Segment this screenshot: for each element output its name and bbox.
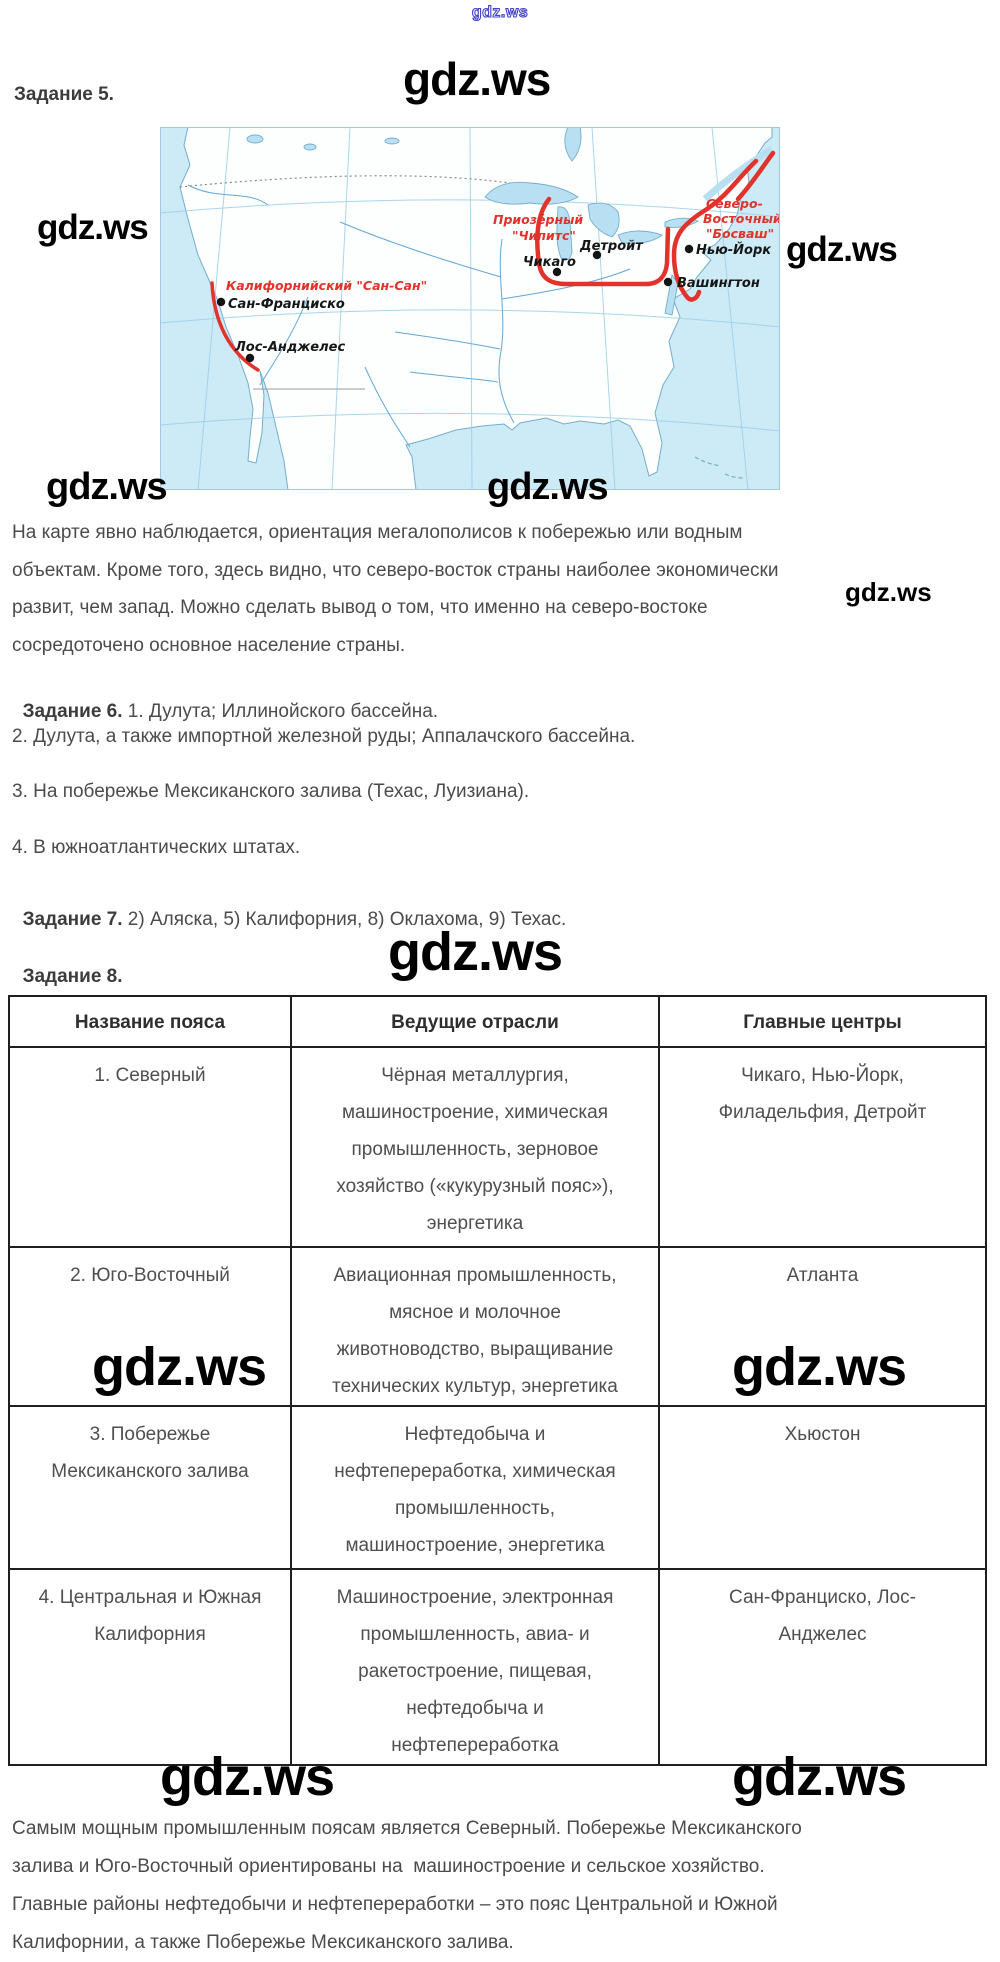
text-line: Главные районы нефтедобычи и нефтепереработки – это пояс Центральной и Южной <box>12 1894 778 1915</box>
watermark: gdz.ws <box>732 1337 907 1397</box>
dot-los-angeles <box>246 354 254 362</box>
text-line: животноводство, выращивание <box>336 1339 614 1360</box>
watermark: gdz.ws <box>160 1747 335 1807</box>
table-header-row <box>10 997 985 1048</box>
conclusion-paragraph <box>12 1810 802 1962</box>
text-line: 2. Юго-Восточный <box>70 1265 230 1286</box>
text-line: 4. Центральная и Южная <box>38 1587 262 1608</box>
text-line: развит, чем запад. Можно сделать вывод о том, что именно на северо-востоке <box>12 597 708 618</box>
site-logo: gdz.ws <box>471 4 529 21</box>
watermark: gdz.ws <box>732 1747 907 1807</box>
task6-line <box>12 679 438 723</box>
task7-label: Задание 7. <box>22 909 123 930</box>
watermark: gdz.ws <box>388 922 563 982</box>
industries-cell <box>292 1248 660 1405</box>
industries-cell <box>292 1570 660 1764</box>
city-label-washington: Вашингтон <box>677 276 760 291</box>
text-line: Мексиканского залива <box>51 1461 249 1482</box>
table-header-industries: Ведущие отрасли <box>292 997 660 1046</box>
city-label-san-francisco: Сан-Франциско <box>228 297 345 312</box>
table-row <box>10 1570 985 1764</box>
text-line: нефтедобыча и <box>406 1698 544 1719</box>
text-line: Филадельфия, Детройт <box>718 1102 927 1123</box>
text-line: сосредоточено основное население страны. <box>12 634 406 656</box>
text-line: машиностроение, химическая <box>341 1102 609 1123</box>
belt-cell <box>10 1407 292 1568</box>
text-line: Хьюстон <box>784 1424 861 1445</box>
text-line: промышленность, зерновое <box>351 1139 599 1160</box>
text-line: Калифорния <box>94 1624 206 1645</box>
region-label-northeast-3: "Босваш" <box>706 226 775 241</box>
text-line: Чёрная металлургия, <box>381 1065 569 1086</box>
watermark: gdz.ws <box>487 466 608 508</box>
belt-cell <box>10 1048 292 1246</box>
text-line: 3. Побережье <box>89 1424 211 1445</box>
text-line: энергетика <box>426 1213 524 1234</box>
task6-label: Задание 6. <box>22 701 123 722</box>
text-line: ракетостроение, пищевая, <box>358 1661 592 1682</box>
centers-cell <box>660 1048 985 1246</box>
region-label-northeast-2: Восточный <box>703 211 780 226</box>
text-line: Сан-Франциско, Лос- <box>729 1587 916 1608</box>
text-line: залива и Юго-Восточный ориентированы на машиностроение и сельское хозяйство. <box>12 1856 765 1877</box>
text-line: хозяйство («кукурузный пояс»), <box>336 1176 614 1197</box>
text-line: нефтепереработка <box>391 1735 559 1756</box>
text-line: Машиностроение, электронная <box>336 1587 614 1608</box>
text-line: Нефтедобыча и <box>404 1424 546 1445</box>
task6-item: 2. Дулута, а также импортной железной руды; Аппалачского бассейна. <box>12 726 636 747</box>
task5-label: Задание 5. <box>14 84 114 105</box>
task6-item: 3. На побережье Мексиканского залива (Техас, Луизиана). <box>12 781 530 802</box>
dot-san-francisco <box>217 298 225 306</box>
text-line: мясное и молочное <box>389 1302 561 1323</box>
city-label-chicago: Чикаго <box>523 255 576 270</box>
watermark: gdz.ws <box>37 208 148 247</box>
text-line: объектам. Кроме того, здесь видно, что северо-восток страны наиболее экономически <box>12 559 779 581</box>
watermark: gdz.ws <box>92 1337 267 1397</box>
text-line: Атланта <box>786 1265 859 1286</box>
watermark: gdz.ws <box>46 466 167 508</box>
text-line: промышленность, авиа- и <box>360 1624 590 1645</box>
region-label-northeast-1: Северо- <box>706 196 763 211</box>
centers-cell <box>660 1407 985 1568</box>
text-line: Самым мощным промышленным поясам является Северный. Побережье Мексиканского <box>12 1818 802 1839</box>
text-line: технических культур, энергетика <box>332 1376 618 1397</box>
task6-item: 4. В южноатлантических штатах. <box>12 837 301 858</box>
text-line: Калифорнии, а также Побережье Мексиканского залива. <box>12 1932 514 1953</box>
city-label-los-angeles: Лос-Анджелес <box>235 340 346 355</box>
text-line: 1. Северный <box>94 1065 206 1086</box>
text-line: нефтепереработка, химическая <box>334 1461 616 1482</box>
task8-label: Задание 8. <box>22 966 123 987</box>
task8-line <box>12 944 123 988</box>
text-line: Анджелес <box>778 1624 867 1645</box>
region-label-lakes-2: "Чипитс" <box>512 228 576 243</box>
table-header-belt: Название пояса <box>10 997 292 1046</box>
map-svg <box>160 127 780 490</box>
table-header-centers: Главные центры <box>743 1012 902 1033</box>
task5-answer <box>12 514 779 664</box>
region-label-lakes-1: Приозёрный <box>493 212 584 227</box>
city-label-new-york: Нью-Йорк <box>696 243 772 258</box>
usa-megalopolis-map <box>160 127 780 490</box>
text-line: машиностроение, энергетика <box>345 1535 605 1556</box>
dot-new-york <box>685 245 693 253</box>
table-row <box>10 1407 985 1570</box>
dot-washington <box>664 278 672 286</box>
text-line: Авиационная промышленность, <box>333 1265 617 1286</box>
belt-cell <box>10 1570 292 1764</box>
industries-cell <box>292 1407 660 1568</box>
table-row <box>10 1048 985 1248</box>
task6-first-item: 1. Дулута; Иллинойского бассейна. <box>127 701 439 722</box>
text-line: промышленность, <box>395 1498 555 1519</box>
city-label-detroit: Детройт <box>580 239 643 254</box>
task7-answer: 2) Аляска, 5) Калифорния, 8) Оклахома, 9) Техас. <box>127 909 567 930</box>
watermark: gdz.ws <box>403 53 551 105</box>
watermark: gdz.ws <box>786 230 897 269</box>
industries-cell <box>292 1048 660 1246</box>
region-label-california: Калифорнийский "Сан-Сан" <box>226 278 428 293</box>
centers-cell <box>660 1570 985 1764</box>
text-line: Чикаго, Нью-Йорк, <box>741 1065 904 1086</box>
text-line: На карте явно наблюдается, ориентация мегалополисов к побережью или водным <box>12 522 743 543</box>
watermark: gdz.ws <box>845 577 932 607</box>
